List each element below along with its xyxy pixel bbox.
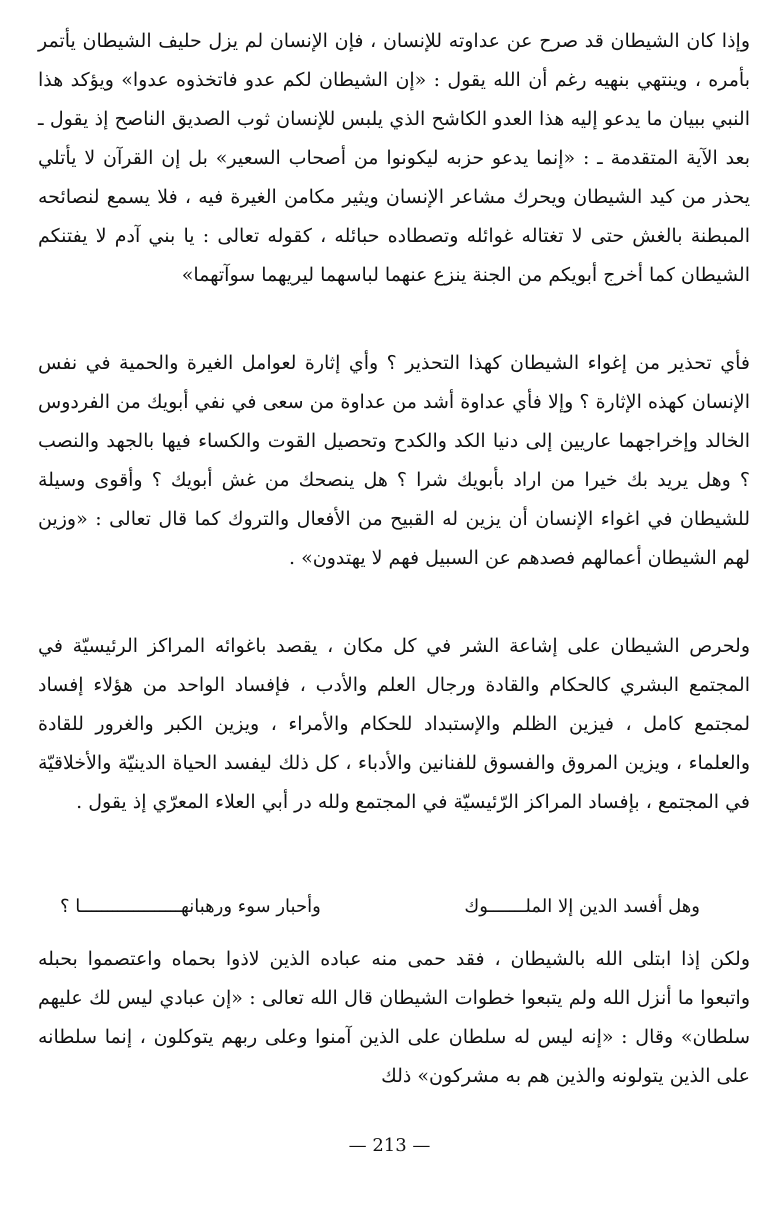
verse-first-hemistich: وهل أفسد الدين إلا الملـــــــوك <box>464 896 700 917</box>
poetry-verse <box>60 888 700 932</box>
paragraph-warning: فأي تحذير من إغواء الشيطان كهذا التحذير ؟ وأي إثارة لعوامل الغيرة والحمية في نفس الإنسان كهذه الإثارة ؟ وإلا فأي عداوة أشد من عداوة من سعى في نفي أبويك من الفردوس الخالد وإخراجهما عاريين إلى دنيا الكد والكدح وتحصيل القوت والكساء فيها بالجهد والنصب ؟ وهل يريد بك خيرا من اراد بأبويك شرا ؟ هل ينصحك من غش أبويك ؟ وأقوى وسيلة للشيطان في اغواء الإنسان أن يزين له القبيح من الأفعال والتروك كما قال تعالى : «وزين لهم الشيطان أعمالهم فصدهم عن السبيل فهم لا يهتدون» . <box>38 352 750 569</box>
page-number: — 213 — <box>348 1135 431 1156</box>
paragraph-corruption-of-leaders: ولحرص الشيطان على إشاعة الشر في كل مكان ، يقصد باغوائه المراكز الرئيسيّة في المجتمع البشري كالحكام والقادة ورجال العلم والأدب ، فإفساد الواحد من هؤلاء إفساد لمجتمع كامل ، فيزين الظلم والإستبداد للحكام والأمراء ، ويزين الكبر والغرور للقادة والعلماء ، ويزين المروق والفسوق للفنانين والأدباء ، كل ذلك ليفسد الحياة الدينيّة والأخلاقيّة في المجتمع ، بإفساد المراكز الرّئيسيّة في المجتمع ولله در أبي العلاء المعرّي إذ يقول . <box>38 635 751 813</box>
paragraph-divine-protection: ولكن إذا ابتلى الله بالشيطان ، فقد حمى منه عباده الذين لاذوا بحماه واعتصموا بحبله واتبعوا ما أنزل الله ولم يتبعوا خطوات الشيطان قال الله تعالى : «إن عبادي ليس لك عليهم سلطان» وقال : «إنه ليس له سلطان على الذين آمنوا وعلى ربهم يتوكلون ، إنما سلطانه على الذين يتولونه والذين هم به مشركون» ذلك <box>38 948 750 1087</box>
paragraph-satan-enmity: وإذا كان الشيطان قد صرح عن عداوته للإنسان ، فإن الإنسان لم يزل حليف الشيطان يأتمر بأمره ، وينتهي بنهيه رغم أن الله يقول : «إن الشيطان لكم عدو فاتخذوه عدوا» ويؤكد هذا النبي ببيان ما يدعو إليه هذا العدو الكاشح الذي يلبس للإنسان ثوب الصديق الناصح إذ يقول ـ بعد الآية المتقدمة ـ : «إنما يدعو حزبه ليكونوا من أصحاب السعير» بل إن القرآن لا يأتلي يحذر من كيد الشيطان ويحرك مشاعر الإنسان ويثير مكامن الغيرة فيه ، فلا يسمع لنصائحه المبطنة بالغش حتى لا تغتاله غوائله وتصطاده حبائله ، كقوله تعالى : يا بني آدم لا يفتنكم الشيطان كما أخرج أبويكم من الجنة ينزع عنهما لباسهما ليريهما سوآتهما» <box>38 30 750 286</box>
verse-second-hemistich: وأحبار سوء ورهبانهـــــــــــــــــــا ؟ <box>60 896 321 917</box>
